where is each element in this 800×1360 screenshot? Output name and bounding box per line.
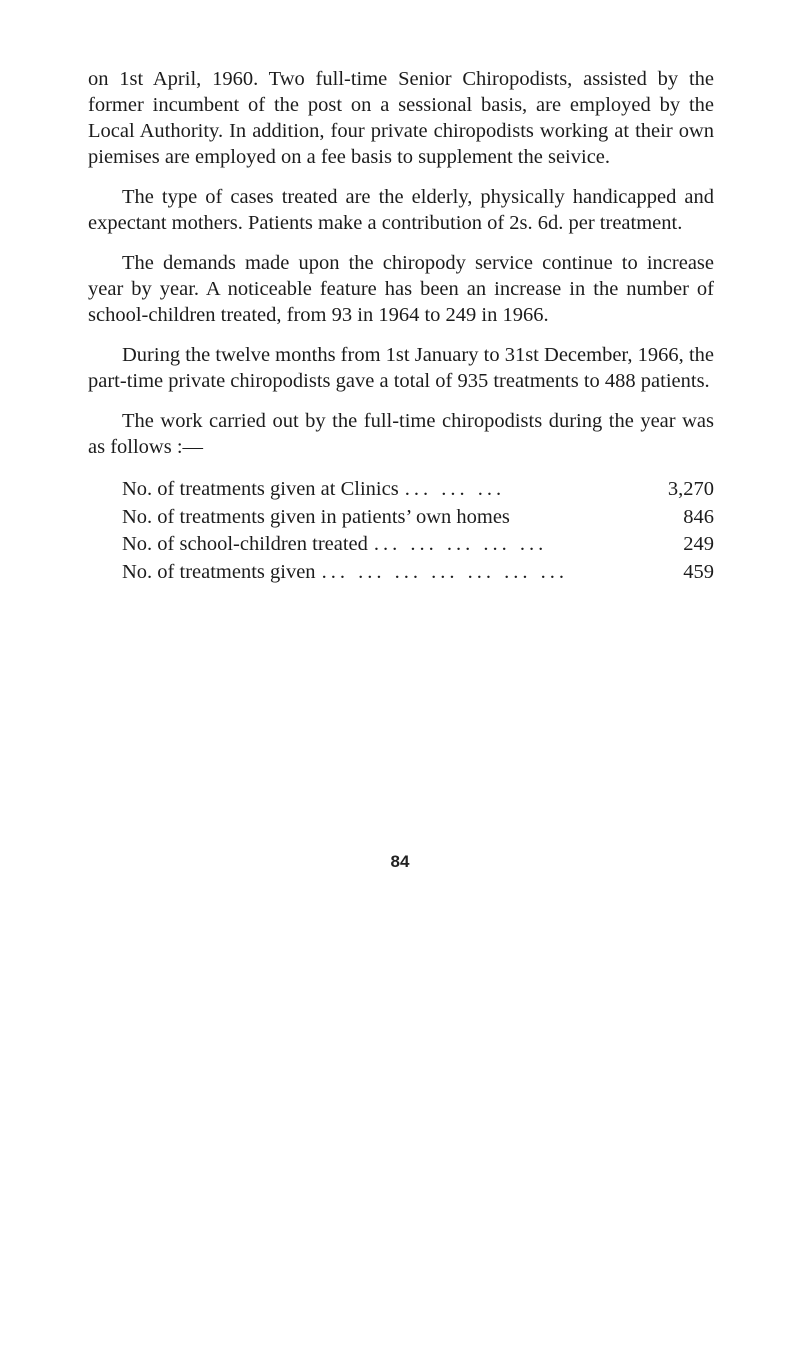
paragraph-2: The type of cases treated are the elderly, physically handicapped and expectant mothers. Patients make a contribution of 2s. 6d. per treatment. bbox=[88, 186, 714, 234]
stat-value: 459 bbox=[683, 560, 714, 583]
page-body bbox=[88, 66, 714, 586]
paragraph-1: on 1st April, 1960. Two full-time Senior Chiropodists, assisted by the former incumbent of the post on a sessional basis, are employed by the Local Authority. In addition, four private chiropodists working at their own piemises are employed on a fee basis to supplement the seivice. bbox=[88, 68, 714, 168]
page-number: 84 bbox=[390, 852, 410, 871]
paragraph-5: The work carried out by the full-time chiropodists during the year was as follows :— bbox=[88, 410, 714, 458]
stat-label: No. of treatments given at Clinics bbox=[122, 478, 399, 500]
paragraph-3: The demands made upon the chiropody service continue to increase year by year. A noticeable feature has been an increase in the number of school-children treated, from 93 in 1964 to 249 in 1966. bbox=[88, 252, 714, 326]
stat-leader: ... ... ... ... ... bbox=[373, 533, 548, 555]
stat-row-school-children bbox=[122, 531, 714, 559]
stat-row-treatments bbox=[122, 559, 714, 587]
stat-label: No. of treatments given bbox=[122, 560, 316, 583]
stat-value: 3,270 bbox=[667, 478, 714, 500]
stat-label: No. of school-children treated bbox=[122, 533, 368, 555]
paragraph-4: During the twelve months from 1st January to 31st December, 1966, the part-time private chiropodists gave a total of 935 treatments to 488 patients. bbox=[88, 344, 714, 392]
stat-value: 846 bbox=[683, 505, 714, 528]
stat-label: No. of treatments given in patients’ own homes bbox=[122, 505, 510, 528]
treatment-stats-list bbox=[88, 476, 714, 586]
stat-row-clinics bbox=[122, 476, 714, 504]
stat-value: 249 bbox=[683, 533, 714, 555]
stat-leader: ... ... ... ... ... ... ... bbox=[321, 560, 568, 583]
stat-row-homes bbox=[122, 504, 714, 532]
stat-leader: ... ... ... bbox=[404, 478, 506, 500]
